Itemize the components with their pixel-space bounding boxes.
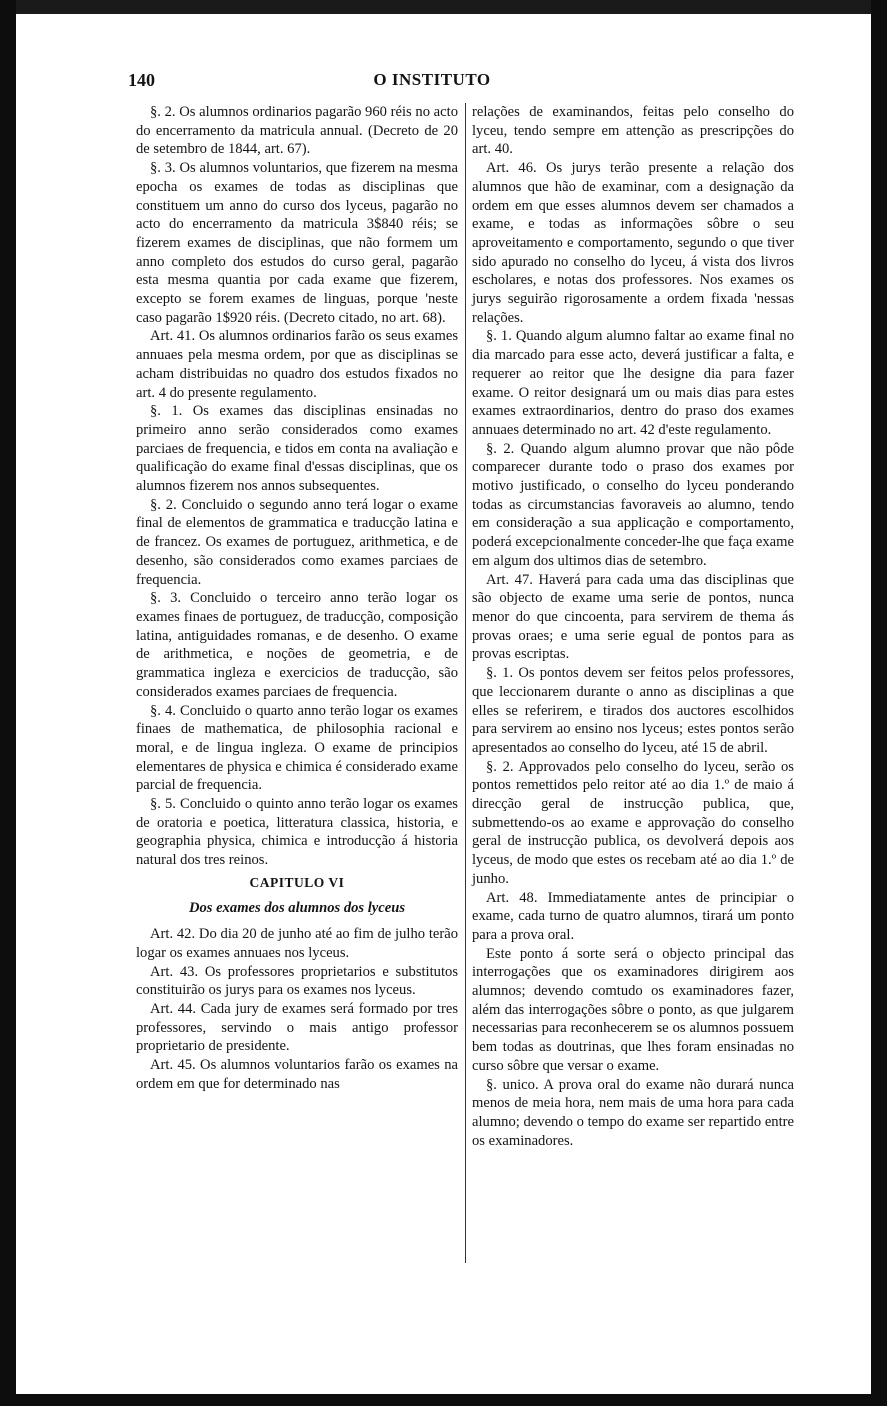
- paragraph: Este ponto á sorte será o objecto principal das interrogações que os examinadores dirigirem aos alumnos; devendo comtudo os examinadores fazer, além das interrogações sôbre o ponto, as que julgarem necessarias para reconhecerem se os alumnos possuem bem todas as doutrinas, que lhes foram ensinadas no curso sôbre que versar o exame.: [472, 945, 794, 1074]
- paragraph: §. 2. Approvados pelo conselho do lyceu, serão os pontos remettidos pelo reitor até ao dia 1.º de maio á direcção geral de instrucção publica, que, submettendo-os ao exame e approvação do conselho geral de instrucção publica, os devolverá depois aos lyceus, de modo que estes os recebam até ao dia 1.º de junho.: [472, 758, 794, 887]
- section-title: Dos exames dos alumnos dos lyceus: [188, 899, 406, 916]
- right-column: [472, 103, 794, 1150]
- paragraph: Art. 45. Os alumnos voluntarios farão os exames na ordem em que for determinado nas: [136, 1057, 458, 1092]
- paragraph: Art. 44. Cada jury de exames será formado por tres professores, servindo o mais antigo professor proprietario de presidente.: [136, 1001, 458, 1055]
- chapter-heading: CAPITULO VI: [249, 874, 345, 890]
- paragraph: §. 4. Concluido o quarto anno terão logar os exames finaes de mathematica, de philosophia racional e moral, e de lingua ingleza. O exame de principios elementares de physica e chimica é considerado exame parcial de frequencia.: [136, 702, 458, 794]
- paragraph: Art. 47. Haverá para cada uma das disciplinas que são objecto de exame uma serie de pontos, nunca menor do que cincoenta, para servirem de thema ás provas oraes; e uma serie egual de pontos para as provas escriptas.: [472, 571, 794, 663]
- paragraph: §. unico. A prova oral do exame não durará nunca menos de meia hora, nem mais de uma hora para cada alumno; devendo o tempo do exame ser repartido entre os examinadores.: [472, 1076, 794, 1149]
- left-column: [136, 103, 458, 1094]
- paragraph: §. 3. Os alumnos voluntarios, que fizerem na mesma epocha os exames de todas as disciplinas que constituem um anno do curso dos lyceus, pagarão no acto do encerramento da matricula 3$840 réis; se fizerem exames de disciplinas, que não formem um anno completo dos estudos do curso geral, pagarão esta mesma quantia por cada exame que fizerem, excepto se forem exames de linguas, porque 'neste caso pagarão 1$920 réis. (Decreto citado, no art. 68).: [136, 160, 458, 326]
- paragraph: Art. 48. Immediatamente antes de principiar o exame, cada turno de quatro alumnos, tirará um ponto para a prova oral.: [472, 889, 794, 943]
- paragraph: §. 1. Os exames das disciplinas ensinadas no primeiro anno serão considerados como exames parciaes de frequencia, e tidos em conta na avaliação e qualificação do exame final d'essas disciplinas, que os alumnos fizerem nos annos subsequentes.: [136, 403, 458, 495]
- running-title: O INSTITUTO: [373, 70, 491, 89]
- paragraph: Art. 41. Os alumnos ordinarios farão os seus exames annuaes pela mesma ordem, por que as disciplinas se acham distribuidas no quadro dos estudos fixados no art. 4 do presente regulamento.: [136, 328, 458, 401]
- page-header: [128, 70, 736, 92]
- scan-border-top: [0, 0, 887, 14]
- paragraph: Art. 42. Do dia 20 de junho até ao fim de julho terão logar os exames annuaes nos lyceus.: [136, 926, 458, 961]
- paragraph: §. 1. Quando algum alumno faltar ao exame final no dia marcado para esse acto, deverá justificar a falta, e requerer ao reitor que lhe designe dia para fazer exame. O reitor designará um ou mais dias para estes exames extraordinarios, dentro do praso dos exames annuaes determinado no art. 42 d'este regulamento.: [472, 328, 794, 438]
- paragraph: Art. 46. Os jurys terão presente a relação dos alumnos que hão de examinar, com a designação da ordem em que esses alumnos devem ser chamados a exame, e todas as informações sôbre o seu aproveitamento e comportamento, segundo o que tiver sido apurado no conselho do lyceu, á vista dos livros escholares, e notas dos professores. Nos exames os jurys seguirão rigorosamente a ordem fixada 'nessas relações.: [472, 160, 794, 326]
- scan-border-right: [871, 0, 887, 1406]
- scan-border-left: [0, 0, 16, 1406]
- paragraph: §. 2. Os alumnos ordinarios pagarão 960 réis no acto do encerramento da matricula annual. (Decreto de 20 de setembro de 1844, art. 67).: [136, 104, 458, 158]
- paragraph: Art. 43. Os professores proprietarios e substitutos constituirão os jurys para os exames nos lyceus.: [136, 963, 458, 999]
- page-number: 140: [128, 70, 155, 90]
- paragraph: §. 2. Concluido o segundo anno terá logar o exame final de elementos de grammatica e traducção latina e de francez. Os exames de portuguez, arithmetica, e de desenho, são considerados como exames parciaes de frequencia.: [136, 496, 458, 588]
- scan-border-bottom: [0, 1394, 887, 1406]
- paragraph: §. 5. Concluido o quinto anno terão logar os exames de oratoria e poetica, litteratura classica, historia, e geographia physica, chimica e introducção á historia natural dos tres reinos.: [136, 796, 458, 869]
- paragraph: §. 1. Os pontos devem ser feitos pelos professores, que leccionarem durante o anno as disciplinas a que elles se referirem, e tirados dos auctores escolhidos para servirem ao ensino nos lyceus; estes pontos serão apresentados ao conselho do lyceu, até 15 de abril.: [472, 665, 794, 756]
- paragraph: §. 3. Concluido o terceiro anno terão logar os exames finaes de portuguez, de traducção, composição latina, antiguidades romanas, e de desenho. O exame de arithmetica, e noções de geometria, e de grammatica ingleza e exercicios de traducção, são considerados exames parciaes de frequencia.: [136, 590, 458, 700]
- paragraph: relações de examinandos, feitas pelo conselho do lyceu, tendo sempre em attenção as prescripções do art. 40.: [472, 104, 794, 158]
- column-divider: [465, 103, 466, 1263]
- paragraph: §. 2. Quando algum alumno provar que não pôde comparecer durante todo o praso dos exames por motivo justificado, o conselho do lyceu ponderando todas as circumstancias favoraveis ao alumno, tendo em consideração a sua applicação e comportamento, poderá excepcionalmente conceder-lhe que faça exame em algum dos ultimos dias de setembro.: [472, 440, 794, 569]
